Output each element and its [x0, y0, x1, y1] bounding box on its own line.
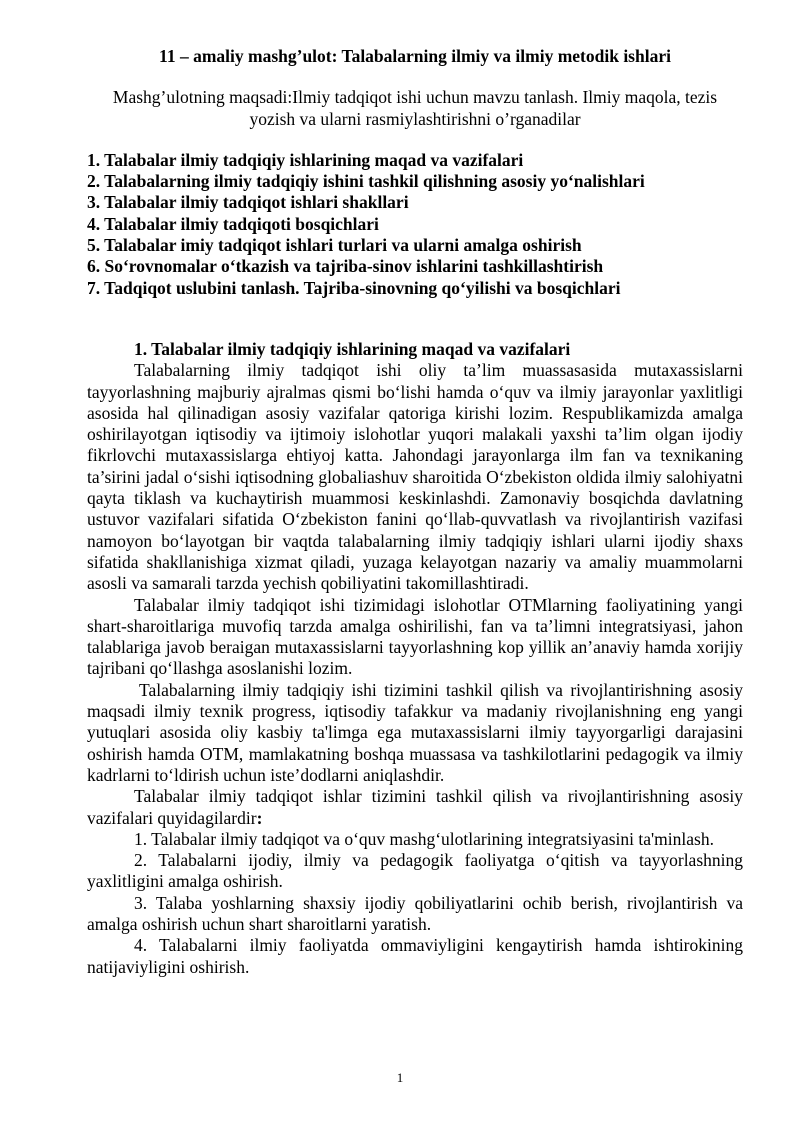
- task-item: 4. Talabalarni ilmiy faoliyatda ommaviyligini kengaytirish hamda ishtirokining natijaviyligini oshirish.: [87, 935, 743, 977]
- tasks-intro-colon: :: [256, 807, 263, 828]
- topic-item: 7. Tadqiqot uslubini tanlash. Tajriba-sinovning qo‘yilishi va bosqichlari: [87, 277, 621, 298]
- body-paragraph: Talabalarning ilmiy tadqiqot ishi oliy ta’lim muassasasida mutaxassislarni tayyorlashning majburiy ajralmas qismi bo‘lishi hamda o‘quv va ilmiy jarayonlar yaxlitligi asosida hal qilinadigan asosiy vazifalar qatoriga kirishi lozim. Respublikamizda amalga oshirilayotgan iqtisodiy va ijtimoiy islohotlar yuqori malakali yaxshi ta’lim olgan ijodiy fikrlovchi mutaxassislarga ehtiyoj katta. Jahondagi jarayonlarga ilm fan va texnikaning ta’sirini jadal o‘sishi iqtisodning globaliashuv sharoitida O‘zbekiston oldida ilmiy salohiyatni qayta tiklash va kuchaytirish muammosi keskinlashdi. Zamonaviy bosqichda davlatning ustuvor vazifalari sifatida O‘zbekiston fanini qo‘llab-quvvatlash va rivojlantirish vazifasi namoyon bo‘layotgan bir vaqtda talabalarning ilmiy tadqiqiy ishlari ularni ijodiy shaxs sifatida shakllanishiga xizmat qiladi, yuzaga kelayotgan nazariy va amaliy muammolarni asosli va samarali tarzda yechish qobiliyatini takomillashtiradi.: [87, 360, 743, 594]
- topic-list: [87, 150, 743, 299]
- tasks-intro-text: Talabalar ilmiy tadqiqot ishlar tizimini tashkil qilish va rivojlantirishning asosiy vazifalari quyidagilardir: [87, 786, 743, 828]
- body-paragraph: Talabalar ilmiy tadqiqot ishi tizimidagi islohotlar OTMlarning faoliyatining yangi shart-sharoitlariga muvofiq tarzda amalga oshirilishi, fan va ta’limni integratsiyasi, jahon talablariga javob beraigan mutaxassislarni tayyorlashning kop yillik an’anaviy hamda xorijiy tajribani qo‘llashga asoslanishi lozim.: [87, 594, 743, 679]
- lesson-purpose: Mashg’ulotning maqsadi:Ilmiy tadqiqot ishi uchun mavzu tanlash. Ilmiy maqola, tezis yozish va ularni rasmiylashtirishni o’rganadilar: [112, 87, 718, 129]
- task-item: 1. Talabalar ilmiy tadqiqot va o‘quv mashg‘ulotlarining integratsiyasini ta'minlash.: [134, 828, 714, 849]
- task-item: 3. Talaba yoshlarning shaxsiy ijodiy qobiliyatlarini ochib berish, rivojlantirish va amalga oshirish uchun shart sharoitlarni yaratish.: [87, 892, 743, 934]
- topic-item: 5. Talabalar imiy tadqiqot ishlari turlari va ularni amalga oshirish: [87, 235, 582, 256]
- document-title: 11 – amaliy mashg’ulot: Talabalarning ilmiy va ilmiy metodik ishlari: [159, 46, 671, 66]
- topic-item: 3. Talabalar ilmiy tadqiqot ishlari shakllari: [87, 192, 409, 213]
- task-item: 2. Talabalarni ijodiy, ilmiy va pedagogik faoliyatga o‘qitish va tayyorlashning yaxlitligini amalga oshirish.: [87, 850, 743, 892]
- section-heading: 1. Talabalar ilmiy tadqiqiy ishlarining maqad va vazifalari: [134, 338, 571, 359]
- topic-item: 6. So‘rovnomalar o‘tkazish va tajriba-sinov ishlarini tashkillashtirish: [87, 256, 604, 277]
- body-paragraph: [87, 786, 743, 829]
- topic-item: 2. Talabalarning ilmiy tadqiqiy ishini tashkil qilishning asosiy yo‘nalishlari: [87, 171, 645, 192]
- topic-item: 4. Talabalar ilmiy tadqiqoti bosqichlari: [87, 213, 379, 234]
- page-number: 1: [396, 1070, 404, 1085]
- topic-item: 1. Talabalar ilmiy tadqiqiy ishlarining maqad va vazifalari: [87, 149, 524, 170]
- body-paragraph: Talabalarning ilmiy tadqiqiy ishi tizimini tashkil qilish va rivojlantirishning asosiy maqsadi ilmiy texnik progress, iqtisodiy tafakkur va madaniy rivojlanishning eng yangi yutuqlari asosida oliy kasbiy ta'limga ega mutaxassislarni ilmiy tayyorgarligi darajasini oshirish hamda OTM, mamlakatning boshqa muassasa va tashkilotlarini pedagogik va ilmiy kadrlarni to‘ldirish uchun iste’dodlarni aniqlashdir.: [87, 679, 743, 785]
